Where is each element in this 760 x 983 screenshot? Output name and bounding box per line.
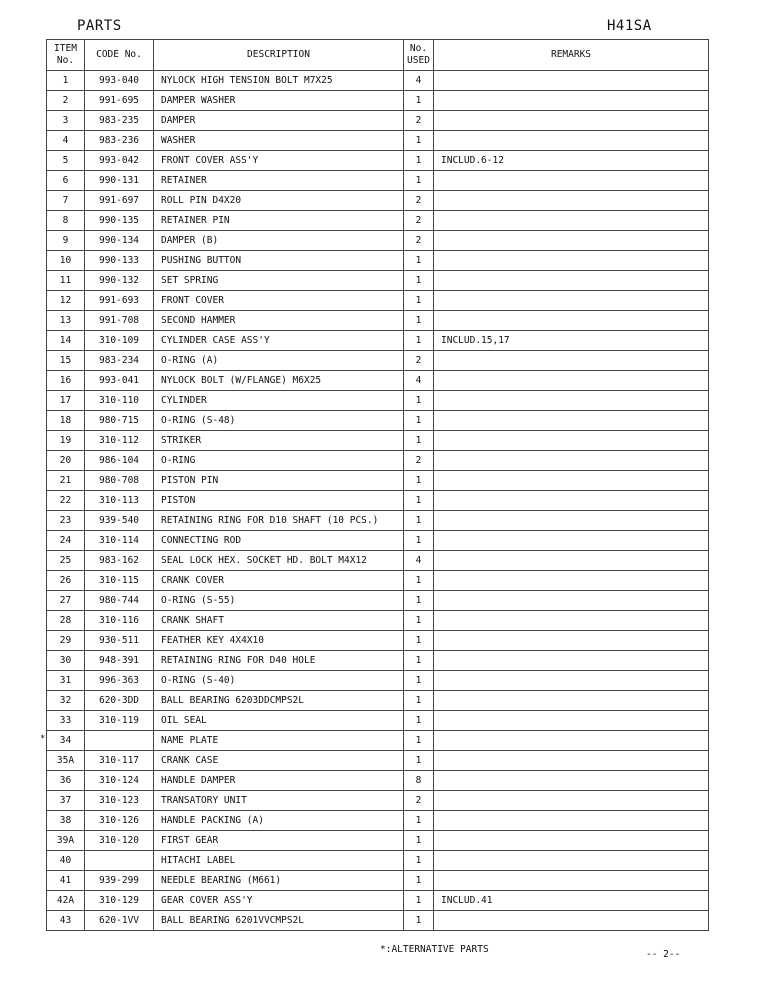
- table-row: [47, 711, 709, 731]
- cell-code-number: 310-115: [85, 571, 154, 591]
- cell-item-number: 41: [47, 871, 85, 891]
- cell-quantity-used: 1: [404, 691, 434, 711]
- table-row: [47, 731, 709, 751]
- cell-item-number: 23: [47, 511, 85, 531]
- col-header-used: [404, 40, 434, 71]
- cell-quantity-used: 1: [404, 431, 434, 451]
- cell-description: CONNECTING ROD: [154, 531, 404, 551]
- cell-description: DAMPER: [154, 111, 404, 131]
- table-row: [47, 791, 709, 811]
- footnote: *:ALTERNATIVE PARTS: [380, 944, 489, 955]
- table-row: [47, 271, 709, 291]
- cell-quantity-used: 1: [404, 531, 434, 551]
- cell-code-number: 310-123: [85, 791, 154, 811]
- cell-item-number: 6: [47, 171, 85, 191]
- cell-code-number: 991-693: [85, 291, 154, 311]
- cell-code-number: [85, 731, 154, 751]
- cell-code-number: 620-3DD: [85, 691, 154, 711]
- cell-description: CRANK SHAFT: [154, 611, 404, 631]
- cell-remarks: [434, 451, 709, 471]
- cell-item-number: 34: [47, 731, 85, 751]
- cell-remarks: [434, 591, 709, 611]
- cell-description: OIL SEAL: [154, 711, 404, 731]
- cell-code-number: 983-235: [85, 111, 154, 131]
- table-row: [47, 131, 709, 151]
- cell-remarks: [434, 271, 709, 291]
- cell-remarks: [434, 231, 709, 251]
- table-row: [47, 571, 709, 591]
- cell-quantity-used: 1: [404, 311, 434, 331]
- cell-quantity-used: 4: [404, 71, 434, 91]
- cell-remarks: [434, 431, 709, 451]
- cell-item-number: 5: [47, 151, 85, 171]
- table-row: [47, 111, 709, 131]
- table-row: [47, 411, 709, 431]
- cell-description: HITACHI LABEL: [154, 851, 404, 871]
- cell-code-number: 991-708: [85, 311, 154, 331]
- cell-description: WASHER: [154, 131, 404, 151]
- cell-remarks: [434, 731, 709, 751]
- cell-code-number: 310-120: [85, 831, 154, 851]
- cell-item-number: 30: [47, 651, 85, 671]
- cell-description: STRIKER: [154, 431, 404, 451]
- cell-item-number: 32: [47, 691, 85, 711]
- cell-code-number: 310-110: [85, 391, 154, 411]
- cell-remarks: [434, 751, 709, 771]
- cell-item-number: 13: [47, 311, 85, 331]
- cell-code-number: 990-135: [85, 211, 154, 231]
- cell-code-number: 983-162: [85, 551, 154, 571]
- cell-quantity-used: 1: [404, 831, 434, 851]
- cell-description: ROLL PIN D4X20: [154, 191, 404, 211]
- table-row: [47, 391, 709, 411]
- cell-description: RETAINING RING FOR D10 SHAFT (10 PCS.): [154, 511, 404, 531]
- table-row: [47, 211, 709, 231]
- cell-code-number: 310-117: [85, 751, 154, 771]
- cell-description: BALL BEARING 6203DDCMPS2L: [154, 691, 404, 711]
- cell-item-number: 2: [47, 91, 85, 111]
- cell-remarks: [434, 91, 709, 111]
- cell-quantity-used: 1: [404, 131, 434, 151]
- table-row: [47, 451, 709, 471]
- cell-code-number: 980-715: [85, 411, 154, 431]
- cell-description: PISTON PIN: [154, 471, 404, 491]
- cell-item-number: 20: [47, 451, 85, 471]
- col-header-used-line1: No.: [409, 43, 428, 54]
- cell-item-number: 42A: [47, 891, 85, 911]
- cell-description: DAMPER WASHER: [154, 91, 404, 111]
- table-row: [47, 771, 709, 791]
- model-number: H41SA: [607, 18, 652, 34]
- cell-code-number: 990-132: [85, 271, 154, 291]
- cell-item-number: 40: [47, 851, 85, 871]
- cell-remarks: [434, 191, 709, 211]
- cell-code-number: 310-114: [85, 531, 154, 551]
- cell-code-number: 983-236: [85, 131, 154, 151]
- cell-description: TRANSATORY UNIT: [154, 791, 404, 811]
- col-header-used-line2: USED: [407, 55, 430, 66]
- cell-remarks: [434, 411, 709, 431]
- cell-code-number: 948-391: [85, 651, 154, 671]
- cell-remarks: [434, 571, 709, 591]
- cell-remarks: [434, 291, 709, 311]
- cell-remarks: [434, 171, 709, 191]
- cell-remarks: [434, 691, 709, 711]
- cell-remarks: [434, 311, 709, 331]
- table-row: [47, 611, 709, 631]
- table-row: [47, 331, 709, 351]
- parts-table: [46, 39, 709, 931]
- table-row: [47, 871, 709, 891]
- cell-remarks: [434, 71, 709, 91]
- cell-item-number: 19: [47, 431, 85, 451]
- cell-quantity-used: 1: [404, 591, 434, 611]
- cell-description: FEATHER KEY 4X4X10: [154, 631, 404, 651]
- cell-description: CRANK COVER: [154, 571, 404, 591]
- table-row: [47, 531, 709, 551]
- cell-remarks: [434, 111, 709, 131]
- cell-remarks: [434, 351, 709, 371]
- cell-quantity-used: 1: [404, 91, 434, 111]
- table-row: [47, 911, 709, 931]
- cell-item-number: 17: [47, 391, 85, 411]
- cell-item-number: 38: [47, 811, 85, 831]
- cell-item-number: 10: [47, 251, 85, 271]
- col-header-description: DESCRIPTION: [154, 40, 404, 71]
- cell-description: NYLOCK HIGH TENSION BOLT M7X25: [154, 71, 404, 91]
- cell-description: SET SPRING: [154, 271, 404, 291]
- table-row: [47, 751, 709, 771]
- cell-remarks: INCLUD.41: [434, 891, 709, 911]
- table-row: [47, 291, 709, 311]
- cell-quantity-used: 1: [404, 291, 434, 311]
- cell-description: O-RING (S-40): [154, 671, 404, 691]
- table-row: [47, 471, 709, 491]
- table-row: [47, 151, 709, 171]
- cell-quantity-used: 1: [404, 731, 434, 751]
- cell-item-number: 14: [47, 331, 85, 351]
- cell-code-number: 993-041: [85, 371, 154, 391]
- cell-quantity-used: 2: [404, 451, 434, 471]
- cell-remarks: [434, 251, 709, 271]
- cell-remarks: [434, 131, 709, 151]
- table-row: [47, 811, 709, 831]
- cell-item-number: 37: [47, 791, 85, 811]
- cell-item-number: 4: [47, 131, 85, 151]
- cell-item-number: 3: [47, 111, 85, 131]
- table-row: [47, 71, 709, 91]
- table-row: [47, 631, 709, 651]
- table-row: [47, 511, 709, 531]
- cell-item-number: 35A: [47, 751, 85, 771]
- cell-item-number: 18: [47, 411, 85, 431]
- cell-code-number: 991-695: [85, 91, 154, 111]
- cell-remarks: [434, 511, 709, 531]
- cell-quantity-used: 1: [404, 911, 434, 931]
- cell-item-number: 22: [47, 491, 85, 511]
- cell-description: O-RING: [154, 451, 404, 471]
- cell-quantity-used: 1: [404, 171, 434, 191]
- cell-item-number: 43: [47, 911, 85, 931]
- cell-item-number: 11: [47, 271, 85, 291]
- cell-description: RETAINER: [154, 171, 404, 191]
- table-row: [47, 231, 709, 251]
- cell-code-number: 990-133: [85, 251, 154, 271]
- cell-quantity-used: 1: [404, 151, 434, 171]
- cell-code-number: [85, 851, 154, 871]
- cell-quantity-used: 1: [404, 331, 434, 351]
- page-number: -- 2--: [646, 949, 681, 960]
- cell-remarks: [434, 831, 709, 851]
- cell-code-number: 980-708: [85, 471, 154, 491]
- cell-remarks: [434, 631, 709, 651]
- cell-item-number: 12: [47, 291, 85, 311]
- cell-code-number: 990-134: [85, 231, 154, 251]
- table-row: [47, 551, 709, 571]
- cell-remarks: [434, 491, 709, 511]
- cell-code-number: 620-1VV: [85, 911, 154, 931]
- cell-quantity-used: 4: [404, 551, 434, 571]
- cell-quantity-used: 1: [404, 271, 434, 291]
- cell-item-number: 7: [47, 191, 85, 211]
- cell-description: GEAR COVER ASS'Y: [154, 891, 404, 911]
- cell-description: DAMPER (B): [154, 231, 404, 251]
- cell-description: O-RING (S-48): [154, 411, 404, 431]
- cell-code-number: 939-540: [85, 511, 154, 531]
- cell-quantity-used: 1: [404, 411, 434, 431]
- cell-code-number: 980-744: [85, 591, 154, 611]
- page-title: PARTS: [77, 18, 122, 34]
- cell-remarks: [434, 911, 709, 931]
- cell-quantity-used: 1: [404, 491, 434, 511]
- cell-code-number: 993-042: [85, 151, 154, 171]
- cell-description: CYLINDER: [154, 391, 404, 411]
- cell-code-number: 310-116: [85, 611, 154, 631]
- table-row: [47, 91, 709, 111]
- cell-quantity-used: 1: [404, 891, 434, 911]
- cell-quantity-used: 8: [404, 771, 434, 791]
- table-row: [47, 171, 709, 191]
- cell-item-number: 1: [47, 71, 85, 91]
- table-row: [47, 651, 709, 671]
- cell-quantity-used: 1: [404, 571, 434, 591]
- cell-quantity-used: 1: [404, 391, 434, 411]
- cell-item-number: 26: [47, 571, 85, 591]
- table-row: [47, 311, 709, 331]
- cell-remarks: INCLUD.6-12: [434, 151, 709, 171]
- cell-description: PUSHING BUTTON: [154, 251, 404, 271]
- cell-remarks: [434, 611, 709, 631]
- table-row: [47, 591, 709, 611]
- cell-item-number: 8: [47, 211, 85, 231]
- col-header-item-line2: No.: [56, 55, 75, 66]
- cell-code-number: 310-126: [85, 811, 154, 831]
- cell-item-number: 33: [47, 711, 85, 731]
- cell-remarks: [434, 851, 709, 871]
- cell-remarks: INCLUD.15,17: [434, 331, 709, 351]
- cell-remarks: [434, 791, 709, 811]
- cell-remarks: [434, 211, 709, 231]
- cell-description: FIRST GEAR: [154, 831, 404, 851]
- cell-code-number: 310-129: [85, 891, 154, 911]
- cell-code-number: 930-511: [85, 631, 154, 651]
- alternative-part-marker: *: [40, 734, 46, 744]
- col-header-item-line1: ITEM: [54, 43, 77, 54]
- cell-item-number: 31: [47, 671, 85, 691]
- cell-item-number: 24: [47, 531, 85, 551]
- table-row: [47, 891, 709, 911]
- cell-description: CRANK CASE: [154, 751, 404, 771]
- cell-description: SECOND HAMMER: [154, 311, 404, 331]
- cell-description: O-RING (S-55): [154, 591, 404, 611]
- cell-code-number: 996-363: [85, 671, 154, 691]
- cell-quantity-used: 4: [404, 371, 434, 391]
- cell-quantity-used: 1: [404, 751, 434, 771]
- table-row: [47, 371, 709, 391]
- cell-quantity-used: 1: [404, 511, 434, 531]
- table-row: [47, 191, 709, 211]
- cell-description: PISTON: [154, 491, 404, 511]
- cell-quantity-used: 2: [404, 111, 434, 131]
- cell-code-number: 310-124: [85, 771, 154, 791]
- cell-description: HANDLE DAMPER: [154, 771, 404, 791]
- cell-code-number: 983-234: [85, 351, 154, 371]
- cell-code-number: 986-104: [85, 451, 154, 471]
- cell-description: O-RING (A): [154, 351, 404, 371]
- cell-item-number: 28: [47, 611, 85, 631]
- cell-item-number: 21: [47, 471, 85, 491]
- cell-quantity-used: 2: [404, 791, 434, 811]
- cell-quantity-used: 2: [404, 231, 434, 251]
- cell-code-number: 990-131: [85, 171, 154, 191]
- cell-quantity-used: 1: [404, 251, 434, 271]
- cell-description: RETAINING RING FOR D40 HOLE: [154, 651, 404, 671]
- cell-code-number: 991-697: [85, 191, 154, 211]
- cell-code-number: 993-040: [85, 71, 154, 91]
- cell-quantity-used: 1: [404, 811, 434, 831]
- cell-quantity-used: 1: [404, 871, 434, 891]
- cell-remarks: [434, 811, 709, 831]
- cell-remarks: [434, 871, 709, 891]
- cell-description: RETAINER PIN: [154, 211, 404, 231]
- cell-remarks: [434, 651, 709, 671]
- cell-remarks: [434, 531, 709, 551]
- cell-item-number: 9: [47, 231, 85, 251]
- col-header-remarks: REMARKS: [434, 40, 709, 71]
- cell-code-number: 310-109: [85, 331, 154, 351]
- col-header-code: CODE No.: [85, 40, 154, 71]
- cell-quantity-used: 1: [404, 611, 434, 631]
- cell-description: NYLOCK BOLT (W/FLANGE) M6X25: [154, 371, 404, 391]
- table-row: [47, 251, 709, 271]
- cell-remarks: [434, 771, 709, 791]
- cell-description: NEEDLE BEARING (M661): [154, 871, 404, 891]
- cell-remarks: [434, 471, 709, 491]
- cell-remarks: [434, 371, 709, 391]
- cell-item-number: 36: [47, 771, 85, 791]
- cell-item-number: 15: [47, 351, 85, 371]
- table-row: [47, 851, 709, 871]
- col-header-item: [47, 40, 85, 71]
- cell-quantity-used: 2: [404, 191, 434, 211]
- cell-remarks: [434, 551, 709, 571]
- cell-code-number: 939-299: [85, 871, 154, 891]
- cell-item-number: 25: [47, 551, 85, 571]
- cell-quantity-used: 1: [404, 671, 434, 691]
- cell-quantity-used: 2: [404, 351, 434, 371]
- table-row: [47, 351, 709, 371]
- cell-item-number: 39A: [47, 831, 85, 851]
- cell-item-number: 27: [47, 591, 85, 611]
- cell-quantity-used: 1: [404, 631, 434, 651]
- cell-description: HANDLE PACKING (A): [154, 811, 404, 831]
- cell-description: BALL BEARING 6201VVCMPS2L: [154, 911, 404, 931]
- table-row: [47, 491, 709, 511]
- cell-remarks: [434, 671, 709, 691]
- cell-item-number: 16: [47, 371, 85, 391]
- table-row: [47, 671, 709, 691]
- cell-description: FRONT COVER ASS'Y: [154, 151, 404, 171]
- cell-description: SEAL LOCK HEX. SOCKET HD. BOLT M4X12: [154, 551, 404, 571]
- cell-quantity-used: 1: [404, 711, 434, 731]
- cell-quantity-used: 2: [404, 211, 434, 231]
- cell-code-number: 310-112: [85, 431, 154, 451]
- cell-item-number: 29: [47, 631, 85, 651]
- cell-description: FRONT COVER: [154, 291, 404, 311]
- cell-remarks: [434, 711, 709, 731]
- table-row: [47, 831, 709, 851]
- table-header-row: [47, 40, 709, 71]
- cell-description: CYLINDER CASE ASS'Y: [154, 331, 404, 351]
- cell-code-number: 310-119: [85, 711, 154, 731]
- cell-description: NAME PLATE: [154, 731, 404, 751]
- cell-remarks: [434, 391, 709, 411]
- cell-quantity-used: 1: [404, 651, 434, 671]
- cell-quantity-used: 1: [404, 471, 434, 491]
- cell-code-number: 310-113: [85, 491, 154, 511]
- cell-quantity-used: 1: [404, 851, 434, 871]
- table-row: [47, 691, 709, 711]
- table-row: [47, 431, 709, 451]
